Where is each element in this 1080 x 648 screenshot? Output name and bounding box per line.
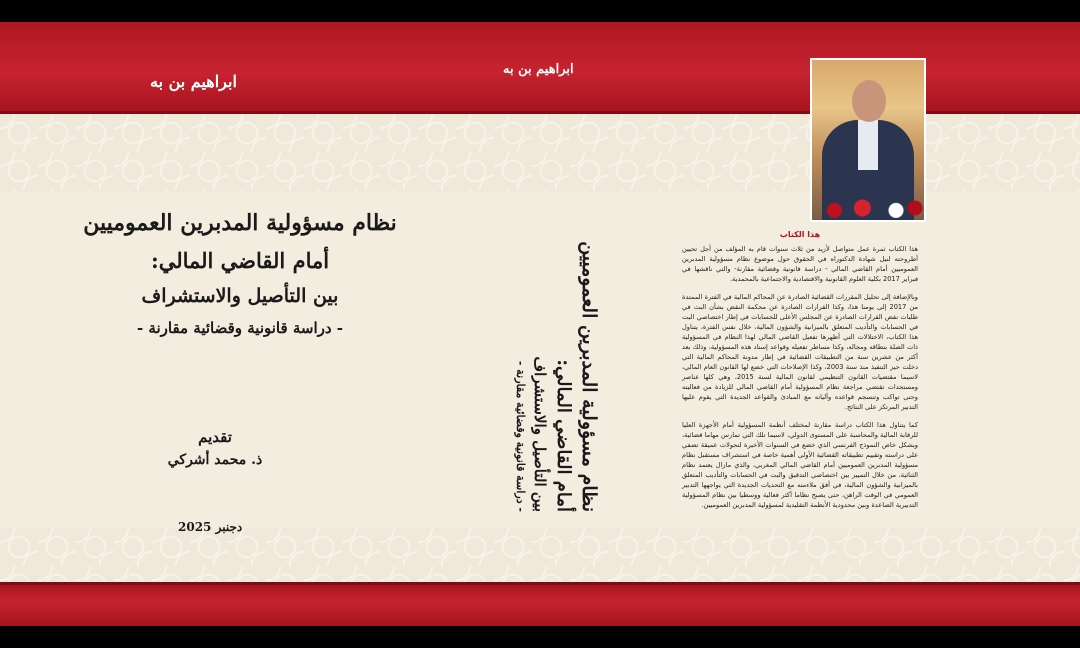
title-line-4: - دراسة قانونية وقضائية مقارنة - xyxy=(136,319,344,337)
back-paragraph-3: كما يتناول هذا الكتاب دراسة مقارنة لمختلف أنظمة المسؤولية أمام الأجهزة العليا للرقابة المالية والمحاسبة على المستوى الدولي، لاسيما تلك التي تمارس مهاما قضائية، وبشكل خاص النموذج الفرنسي الذي خضع في السنوات الأخيرة لتحولات عميقة تضفي على دراسته وتقييم تطبيقاته القضائية الأولى أهمية خاصة في استشراف مستقبل نظام مسؤولية المدبرين العموميين أمام القاضي المالي المغربي، والذي مازال يعتمد نظام الثنائية، من خلال التمييز بين اختصاصي التدقيق والبت في الحسابات والتأديب المتعلق بالميزانية والشؤون المالية، في أفق ملاءمته مع التحديات الجديدة التي يواجهها التدبير العمومي في الوقت الراهن، حتى يصبح نظاما أكثر فعالية ووسطيا بين نظام المسؤولية التدبيرية الصاعدة وبين محدودية الأنظمة التقليدية لمسؤولية المدبرين العموميين. xyxy=(682,421,918,509)
bottom-ornament-pattern xyxy=(0,528,1080,584)
front-author-name: ابراهيم بن به xyxy=(150,72,237,91)
title-line-3: بين التأصيل والاستشراف xyxy=(141,285,339,307)
book-cover-spread xyxy=(0,22,1080,626)
photo-shirt xyxy=(858,120,878,170)
bottom-red-band xyxy=(0,582,1080,626)
spine-author-name: ابراهيم بن به xyxy=(503,62,574,77)
back-paragraph-2: وبالإضافة إلى تحليل المقررات القضائية الصادرة عن المحاكم المالية في الفترة الممتدة من 2017 إلى يومنا هذا، وكذا القرارات الصادرة عن محكمة النقض بشأن البت في طلبات نقض القرارات الصادرة عن المجلس الأعلى للحسابات في إطار اختصاصي البت في الحسابات والتأديب المتعلق بالميزانية والشؤون المالية، خلال نفس الفترة، يتناول هذا الكتاب، الاختلالات التي أظهرها تفعيل القاضي المالي لهذا النظام في المسؤولية ذات الصلة بنطاقه ومجاله، وكذا مساطر تفعيله وقواعد إسناد هذه المسؤولية، وذلك بعد أكثر من عشرين سنة من التطبيقات القضائية في إطار مدونة المحاكم المالية التي دخلت حيز التنفيذ منذ سنة 2003، وكذا الإصلاحات التي خضع لها القانون العام المالي، لاسيما مقتضيات القانون التنظيمي لقانون المالية لسنة 2015، وهي كلها عناصر ومستجدات تقتضي مراجعة نظام المسؤولية أمام القاضي المالي للزيادة من فعاليته وحتى تواكب وتنسجم قواعده وآلياته مع المبادئ والقواعد الجديدة التي يقوم عليها التدبير المرتكز على النتائج. xyxy=(682,293,918,411)
spine-line-4: - دراسة قانونية وقضائية مقارنة - xyxy=(514,360,527,512)
front-title-block xyxy=(40,210,440,337)
photo-head xyxy=(852,80,886,122)
spine-line-2: أمام القاضي المالي: xyxy=(553,359,574,512)
title-line-1: نظام مسؤولية المدبرين العموميين xyxy=(83,210,397,236)
back-paragraph-1: هذا الكتاب ثمرة عمل متواصل لأزيد من ثلاث سنوات قام به المؤلف من أجل تحيين أطروحته لنيل شهادة الدكتوراه في الحقوق حول موضوع نظام مسؤولية المدبرين العموميين أمام القاضي المالي - دراسة قانونية وقضائية مقارنة- والتي ناقشها في فبراير 2017 بكلية العلوم القانونية والاقتصادية والاجتماعية بالمحمدية. xyxy=(682,245,918,283)
author-photo xyxy=(810,58,926,222)
spine xyxy=(482,222,602,512)
spine-line-3: بين التأصيل والاستشراف xyxy=(531,356,549,512)
publication-date: دجنبر 2025 xyxy=(178,520,243,534)
spine-line-1: نظام مسؤولية المدبرين العموميين xyxy=(578,241,600,512)
back-cover-text xyxy=(682,230,918,518)
photo-flowers xyxy=(812,196,924,220)
spine-text xyxy=(514,222,600,512)
title-line-2: أمام القاضي المالي: xyxy=(150,248,330,273)
presenter-name: ذ. محمد أشركي xyxy=(167,452,263,468)
presenter-block xyxy=(150,428,280,468)
back-cover-heading: هذا الكتاب xyxy=(779,230,821,239)
presenter-label: تقديم xyxy=(198,428,232,446)
